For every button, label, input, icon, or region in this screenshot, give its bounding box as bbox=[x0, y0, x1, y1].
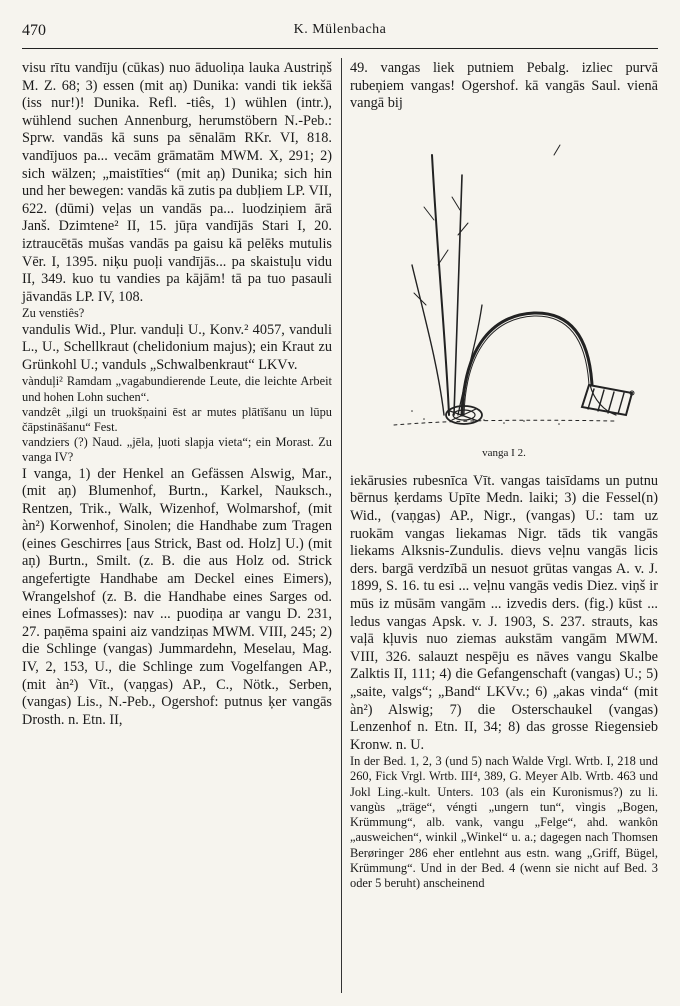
entry-vandulis: vandulis Wid., Plur. vanduļi U., Konv.² 4057, vanduli L., U., Schellkraut (chelidonium majus); ein Kraut zu Grünkohl U.; vanduls „Schwalbenkraut“ LKVv. bbox=[22, 321, 332, 373]
running-title: K. Mülenbacha bbox=[293, 22, 387, 37]
entry-vandit-cont: visu rītu vandīju (cūkas) nuo āduoliņa lauka Austriņš M. Z. 68; 3) essen (mit aņ) Dunika: vandi tik iekšā (iss nur!)! Dunika. Refl. -tiês, 1) wühlen (intr.), wühlend suchen Annenburg, herumstöbern N.-Peb.: Sprw. vandās kā suns pa sēnalām RKr. VI, 818. vandījuos pa... vecām grāmatām MWM. X, 291; 2) sich wälzen; „maistīties“ (mit aņ) Dunika; sich hin und her bewegen: vandās kā zutis pa dubļiem LP. VII, 622. (dūmi) veļas un vandās pa... luodziņiem ārā Janš. Dzimtene² II, 15. jūŗa vandījās Stari I, 20. iztraucētās mušas vandās pa gaisu kā pelēks mutulis Vēr. I, 1395. niķu puoļi vandījās... pa skaistuļu vidu II, 349. kuo tu vandies pa kājām! tā pa tuo pasauli jāvandās LP. IV, 108. bbox=[22, 60, 332, 305]
entry-vanga-main: iekārusies rubesnīca Vīt. vangas taisīdams un putnu bērnus ķerdams Upīte Medn. laiki; 3) die Fessel(n) Wid., (vaņgas) AP., Nigr., (vangas) U.: tam uz ruokām vangas liekamas Nigr. tāds tik vangās liekams Alksnis-Zundulis. dievs veļnu vangās licis ders. bargā verdzībā un nesuot grūtas vangas A. v. J. 1899, S. 16. tu esi ... veļnu vangās vedis Diez. viņš ir mūs iz mūsām vangām ... izvedis ders. (fig.) kūst ... ledus vangas Apsk. v. J. 1903, S. 237. strauts, kas vaļā kļuvis nuo ziemas aukstām vangām MWM. VIII, 326. salauzt nespēju es nāves vangu Skalbe Zalktis II, 111; 4) die Gefangenschaft (vangas) U.; 5) „saite, valgs“; „Band“ LKVv.; 6) „akas vinda“ (mit àn²) Alswig; 7) die Osterschaukel (vangas) Lenzenhof n. Etn. II, 34; 8) das grosse Riegensieb Kronw. n. U. bbox=[350, 472, 658, 753]
right-column bbox=[350, 60, 658, 891]
entry-vanga-1: I vanga, 1) der Henkel an Gefässen Alswig, Mar., (mit aņ) Blumenhof, Burtn., Karkel, Nauksch., Rentzen, Trik., Walk, Wizenhof, Wolmarshof, (mit àn²) Korwenhof, Sinolen; die Handhabe zum Tragen (eines Geschirres [aus Strick, Bast od. Holz] U.) (mit aņ) Burtn., Smilt. (z. B. die aus Holz od. Strick angefertigte Handhabe am Deckel eines Eimers), Wrangelshof (z. B. die Handhabe eines Sarges od. eines Lofmasses): nav ... puodiņa ar vangu D. 231, 27. paņēma spaini aiz vandziņas MWM. VIII, 245; 2) die Schlinge (vangas) Jummardehn, Meselau, Mag. IV, 2, 153, U., die Schlinge zum Vogelfangen AP., (mit àn²) Vīt., (vaņgas) AP., C., Nötk., Serben, (vangas) Lis., N.-Peb., Ogershof: putnus ķer vangās Drosth. n. Etn. II, bbox=[22, 465, 332, 728]
left-column bbox=[22, 60, 332, 729]
header-rule bbox=[22, 48, 658, 49]
entry-vanga-cont: 49. vangas liek putniem Pebalg. izliec purvā rubeņiem vangas! Ogershof. kā vangās Saul. vienā vangā bij bbox=[350, 60, 658, 112]
page-header bbox=[22, 18, 658, 48]
snare-illustration bbox=[354, 115, 654, 445]
figure-caption: vanga I 2. bbox=[482, 446, 526, 459]
entry-vanga-etymology: In der Bed. 1, 2, 3 (und 5) nach Walde Vrgl. Wrtb. I, 218 und 260, Fick Vrgl. Wrtb. III⁴, 389, G. Meyer Alb. Wrtb. 463 und Jokl Ling.-kult. Unters. 103 (als ein Kuronismus?) zu li. vangùs „träge“, véngti „ungern tun“, vìngis „Bogen, Krümmung“, alb. vank, vangu „Felge“, ahd. wankôn „ausweichen“, winkil „Winkel“ u. a.; dagegen nach Thomsen Berøringer 286 eher entlehnt aus estn. wang „Griff, Bügel, Krümmung“. Und in der Bed. 4 (wenn sie nicht auf Bed. 3 oder 5 beruht) anscheinend bbox=[350, 754, 658, 890]
entry-venstiesa-note: Zu venstiês? bbox=[22, 306, 85, 321]
page-number: 470 bbox=[22, 22, 46, 39]
entry-vandzet: vandzêt „ilgi un truokšņaini ēst ar mutes plātīšanu un lūpu čāpstināšanu“ Fest. bbox=[22, 404, 332, 434]
column-divider bbox=[341, 58, 342, 993]
entry-vandziers: vandziers (?) Naud. „jēla, ļuoti slapja vieta“; ein Morast. Zu vanga IV? bbox=[22, 435, 332, 465]
figure-vanga-snare bbox=[350, 115, 658, 467]
entry-vanduli: vànduļi² Ramdam „vagabundierende Leute, die leichte Arbeit und hohen Lohn suchen“. bbox=[22, 374, 332, 404]
